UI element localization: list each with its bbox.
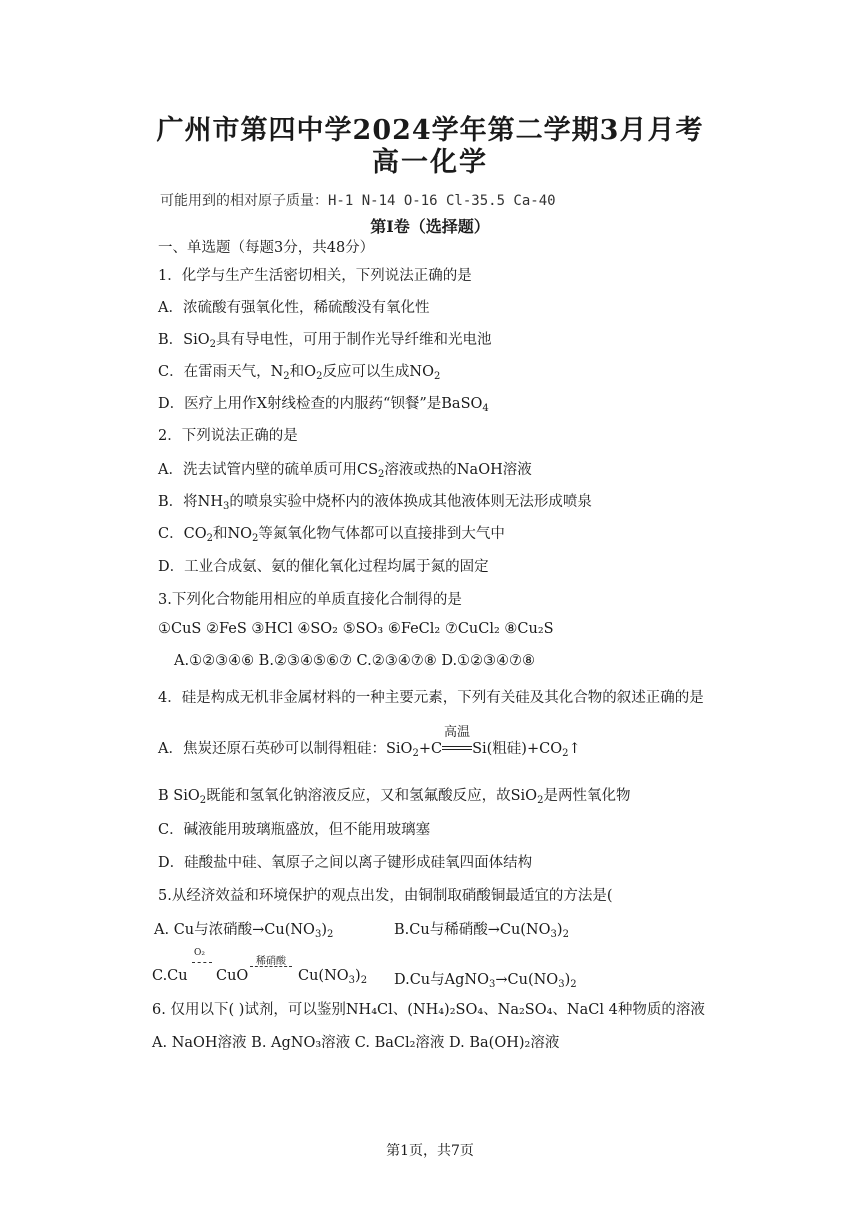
q5-option-c-cuo: CuO — [216, 968, 249, 984]
q6-stem: 6. 仅用以下( )试剂，可以鉴别NH₄Cl、(NH₄)₂SO₄、Na₂SO₄、NaCl 4种物质的溶液 — [152, 1002, 705, 1018]
q1-option-d: D．医疗上用作X射线检查的内服药“钡餐”是BaSO$_4$ — [158, 396, 489, 414]
q2-option-d: D．工业合成氨、氨的催化氧化过程均属于氮的固定 — [158, 559, 489, 575]
q2-option-b: B．将$NH_3$的喷泉实验中烧杯内的液体换成其他液体则无法形成喷泉 — [158, 494, 592, 512]
q5-option-c-product: $Cu(NO_3)_2$ — [298, 968, 368, 986]
reaction-condition: 高温 — [442, 739, 472, 755]
q6-options: A. NaOH溶液 B. AgNO₃溶液 C. BaCl₂溶液 D. Ba(OH)₂溶液 — [152, 1035, 560, 1051]
q5-option-d: D.Cu与$AgNO_3\to Cu(NO_3)_2$ — [394, 972, 577, 990]
q1-option-b: B．SiO$_2$具有导电性，可用于制作光导纤维和光电池 — [158, 332, 492, 350]
q5-c-arrow-2 — [250, 966, 292, 967]
q1-option-a: A．浓硫酸有强氧化性，稀硫酸没有氧化性 — [158, 300, 430, 316]
q3-stem: 3.下列化合物能用相应的单质直接化合制得的是 — [158, 592, 462, 608]
q5-option-b: B.Cu与稀硝酸$\to Cu(NO_3)_2$ — [394, 922, 569, 940]
q5-c-o2-label: O₂ — [194, 948, 205, 958]
q2-option-a: A．洗去试管内壁的硫单质可用$CS_2$溶液或热的NaOH溶液 — [158, 462, 532, 480]
q3-compounds: ①CuS ②FeS ③HCl ④SO₂ ⑤SO₃ ⑥FeCl₂ ⑦CuCl₂ ⑧Cu₂S — [158, 621, 554, 637]
q5-c-acid-label: 稀硝酸 — [256, 956, 286, 967]
q4-option-d: D．硅酸盐中硅、氧原子之间以离子键形成硅氧四面体结构 — [158, 855, 533, 871]
q4-option-b: B SiO$_2$既能和氢氧化钠溶液反应，又和氢氟酸反应，故SiO$_2$是两性氧化物 — [158, 788, 631, 806]
q4-option-a: A．焦炭还原石英砂可以制得粗硅：SiO$_2$+C 高温 Si(粗硅)$+CO_2↑$ — [158, 725, 581, 759]
q5-option-c-cu: C.Cu — [152, 968, 188, 984]
q1-option-c: C．在雷雨天气，$N_2$和$O_2$反应可以生成$NO_2$ — [158, 364, 441, 382]
q4-option-c: C．碱液能用玻璃瓶盛放，但不能用玻璃塞 — [158, 822, 431, 838]
q5-c-arrow-1 — [192, 962, 212, 963]
q5-option-a: A. Cu与浓硝酸$\to Cu(NO_3)_2$ — [154, 922, 334, 940]
exam-subject: 高一化学 — [372, 147, 488, 178]
q1-stem: 1．化学与生产生活密切相关，下列说法正确的是 — [158, 268, 472, 284]
exam-title: 广州市第四中学2024学年第二学期3月月考 — [156, 115, 704, 146]
part-heading: 一、单选题（每题3分，共48分） — [158, 240, 375, 256]
q3-options: A.①②③④⑥ B.②③④⑤⑥⑦ C.②③④⑦⑧ D.①②③④⑦⑧ — [174, 653, 536, 669]
atomic-masses: 可能用到的相对原子质量：H-1 N-14 O-16 Cl-35.5 Ca-40 — [160, 193, 556, 209]
section-title: 第Ⅰ卷（选择题） — [370, 217, 490, 236]
q5-stem: 5.从经济效益和环境保护的观点出发，由铜制取硝酸铜最适宜的方法是( — [158, 888, 613, 904]
q2-option-c: C．$CO_2$和$NO_2$等氮氧化物气体都可以直接排到大气中 — [158, 526, 505, 544]
q4-stem: 4．硅是构成无机非金属材料的一种主要元素，下列有关硅及其化合物的叙述正确的是 — [158, 690, 704, 706]
page-footer: 第1页，共7页 — [386, 1143, 474, 1159]
q2-stem: 2．下列说法正确的是 — [158, 428, 298, 444]
